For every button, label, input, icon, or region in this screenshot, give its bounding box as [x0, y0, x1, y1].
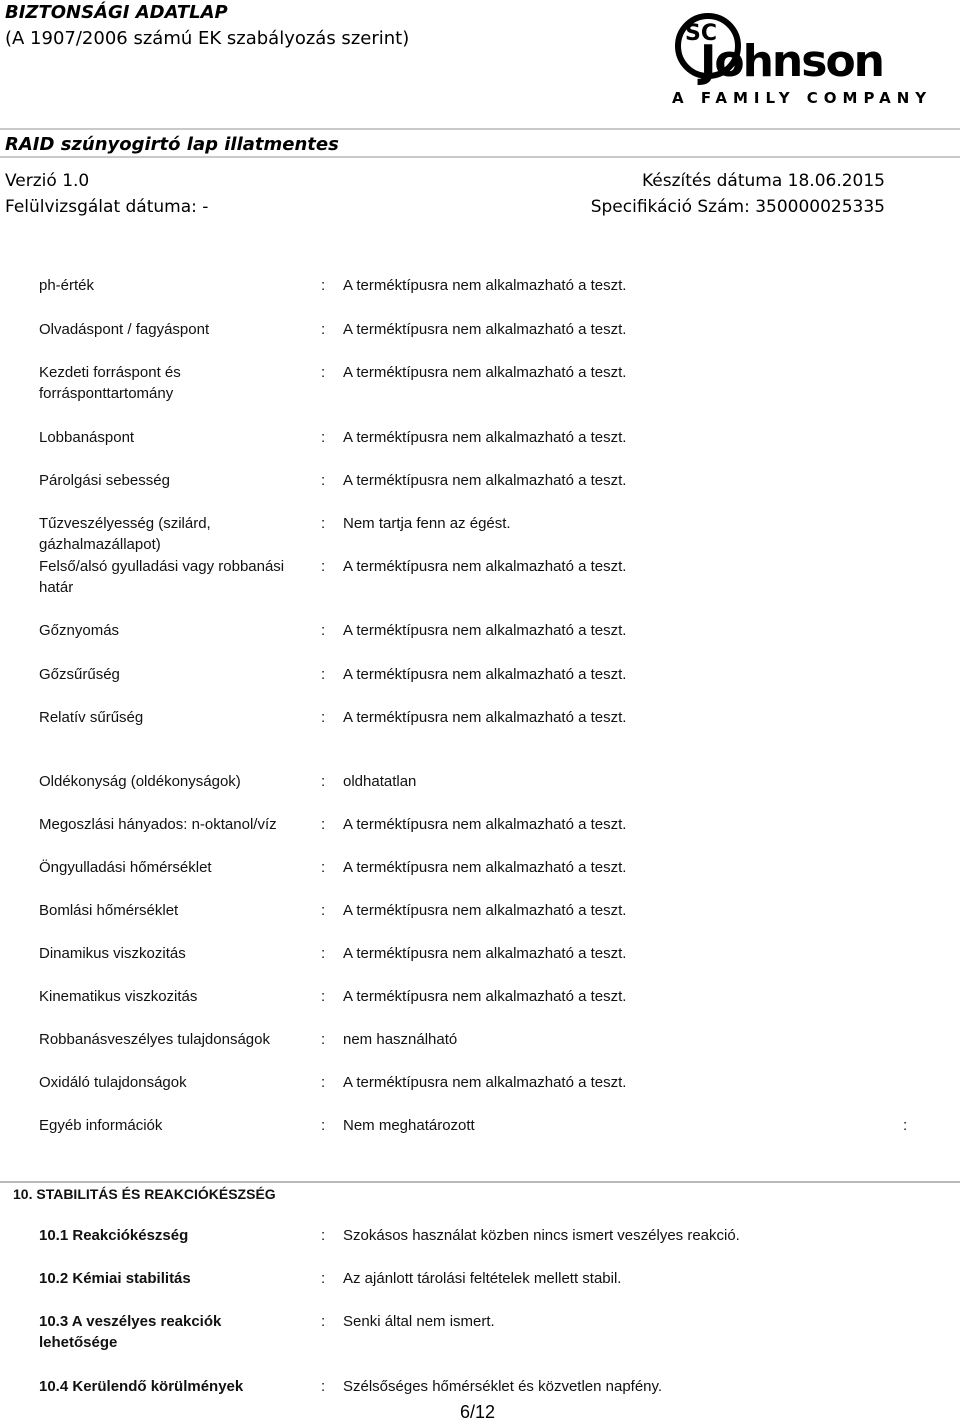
property-value: A terméktípusra nem alkalmazható a teszt. — [343, 277, 627, 294]
property-label: Kezdeti forráspont és forrásponttartomány — [39, 364, 181, 402]
separator: : — [321, 666, 326, 683]
svg-text:Johnson: Johnson — [700, 36, 883, 87]
document-title: BIZTONSÁGI ADATLAP — [5, 2, 228, 23]
separator: : — [321, 277, 326, 294]
property-value: A terméktípusra nem alkalmazható a teszt. — [343, 945, 627, 962]
separator: : — [321, 364, 326, 381]
separator: : — [321, 1270, 326, 1287]
separator: : — [321, 558, 326, 575]
revision-date: Felülvizsgálat dátuma: - — [5, 197, 209, 217]
property-label: Robbanásveszélyes tulajdonságok — [39, 1031, 270, 1048]
property-label: Olvadáspont / fagyáspont — [39, 321, 210, 338]
property-value: oldhatatlan — [343, 773, 417, 790]
item-value: Senki által nem ismert. — [343, 1313, 495, 1330]
property-label: Gőzsűrűség — [39, 666, 120, 683]
item-value: Szokásos használat közben nincs ismert veszélyes reakció. — [343, 1227, 740, 1244]
separator: : — [321, 816, 326, 833]
spec-number: Specifikáció Szám: 350000025335 — [590, 197, 885, 217]
property-value: A terméktípusra nem alkalmazható a teszt. — [343, 472, 627, 489]
regulation-subtitle: (A 1907/2006 számú EK szabályozás szerint) — [5, 28, 410, 49]
property-value: A terméktípusra nem alkalmazható a teszt. — [343, 816, 627, 833]
property-value: A terméktípusra nem alkalmazható a teszt. — [343, 1074, 627, 1091]
property-value: A terméktípusra nem alkalmazható a teszt. — [343, 622, 627, 639]
property-label: Tűzveszélyesség (szilárd, gázhalmazállapot) — [39, 515, 211, 553]
separator: : — [321, 1313, 326, 1330]
separator: : — [321, 321, 326, 338]
item-label: 10.3 A veszélyes reakciók lehetősége — [39, 1313, 222, 1351]
svg-text:SC: SC — [685, 21, 717, 46]
property-value: Nem meghatározott — [343, 1117, 475, 1134]
section-10-title: 10. STABILITÁS ÉS REAKCIÓKÉSZSÉG — [13, 1186, 276, 1202]
separator: : — [321, 945, 326, 962]
property-label: Megoszlási hányados: n-oktanol/víz — [39, 816, 277, 833]
creation-date: Készítés dátuma 18.06.2015 — [641, 171, 885, 191]
product-name: RAID szúnyogirtó lap illatmentes — [5, 134, 339, 155]
item-label: 10.2 Kémiai stabilitás — [39, 1270, 191, 1287]
sc-johnson-logo — [668, 8, 933, 108]
property-value: A terméktípusra nem alkalmazható a teszt. — [343, 429, 627, 446]
item-label: 10.1 Reakciókészség — [39, 1227, 189, 1244]
property-value: A terméktípusra nem alkalmazható a teszt. — [343, 364, 627, 381]
separator: : — [321, 622, 326, 639]
separator: : — [321, 859, 326, 876]
separator: : — [321, 988, 326, 1005]
separator: : — [321, 1117, 326, 1134]
separator: : — [321, 773, 326, 790]
header-divider — [0, 128, 960, 130]
product-divider — [0, 156, 960, 158]
property-label: Öngyulladási hőmérséklet — [39, 859, 212, 876]
property-value: A terméktípusra nem alkalmazható a teszt. — [343, 902, 627, 919]
property-value: A terméktípusra nem alkalmazható a teszt. — [343, 321, 627, 338]
property-value: A terméktípusra nem alkalmazható a teszt. — [343, 558, 627, 575]
page-number: 6/12 — [460, 1402, 496, 1422]
sc-johnson-logo-icon — [668, 8, 933, 108]
property-value: Nem tartja fenn az égést. — [343, 515, 511, 532]
property-value: nem használható — [343, 1031, 458, 1048]
property-value: A terméktípusra nem alkalmazható a teszt. — [343, 859, 627, 876]
separator: : — [321, 709, 326, 726]
separator: : — [321, 902, 326, 919]
property-label: Bomlási hőmérséklet — [39, 902, 179, 919]
property-label: Kinematikus viszkozitás — [39, 988, 198, 1005]
property-value: A terméktípusra nem alkalmazható a teszt. — [343, 709, 627, 726]
property-label: ph-érték — [39, 277, 95, 294]
property-label: Gőznyomás — [39, 622, 120, 639]
item-label: 10.4 Kerülendő körülmények — [39, 1378, 244, 1395]
item-value: Az ajánlott tárolási feltételek mellett stabil. — [343, 1270, 622, 1287]
property-value: A terméktípusra nem alkalmazható a teszt. — [343, 988, 627, 1005]
property-label: Relatív sűrűség — [39, 709, 144, 726]
separator: : — [321, 1227, 326, 1244]
trailing-separator: : — [903, 1117, 908, 1134]
separator: : — [321, 1378, 326, 1395]
property-label: Párolgási sebesség — [39, 472, 170, 489]
separator: : — [321, 1074, 326, 1091]
property-label: Dinamikus viszkozitás — [39, 945, 186, 962]
property-label: Oldékonyság (oldékonyságok) — [39, 773, 241, 790]
separator: : — [321, 472, 326, 489]
section-10-header — [0, 1181, 960, 1205]
property-label: Felső/alsó gyulladási vagy robbanási határ — [39, 558, 285, 596]
separator: : — [321, 1031, 326, 1048]
item-value: Szélsőséges hőmérséklet és közvetlen napfény. — [343, 1378, 663, 1395]
separator: : — [321, 429, 326, 446]
property-label: Egyéb információk — [39, 1117, 163, 1134]
svg-text:A FAMILY COMPANY: A FAMILY COMPANY — [672, 89, 933, 107]
separator: : — [321, 515, 326, 532]
property-label: Oxidáló tulajdonságok — [39, 1074, 187, 1091]
property-label: Lobbanáspont — [39, 429, 135, 446]
version: Verzió 1.0 — [5, 171, 90, 191]
property-value: A terméktípusra nem alkalmazható a teszt. — [343, 666, 627, 683]
